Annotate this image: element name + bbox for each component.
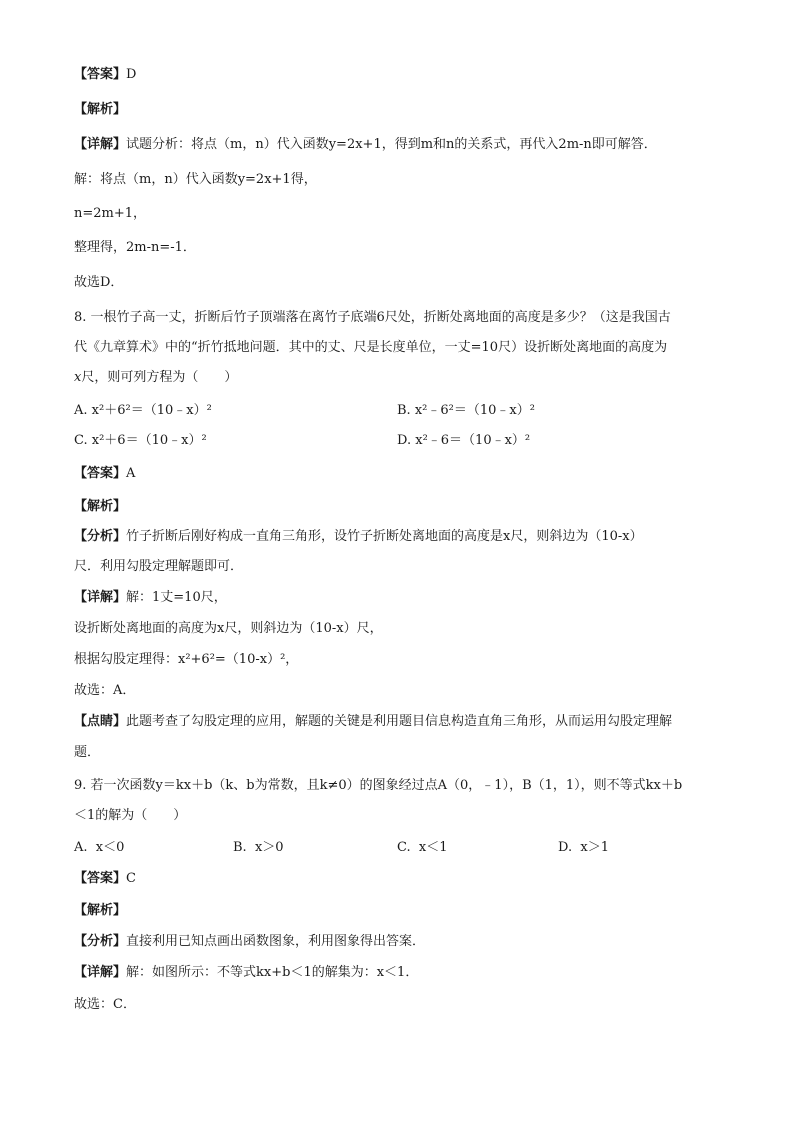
option-label: C. <box>74 433 88 448</box>
answer-label: 【答案】 <box>74 871 127 886</box>
q7-solution-line-3: 整理得，2m-n=-1． <box>74 240 196 255</box>
analyze-label: 【分析】 <box>74 934 127 949</box>
option-text: x＞1 <box>580 840 609 855</box>
q8-stem-line-2: 代《九章算术》中的“折竹抵地问题．其中的丈、尺是长度单位，一丈=10尺）设折断处离地面的高度为 <box>74 340 668 355</box>
q8-analyze-line-2: 尺．利用勾股定理解题即可． <box>74 559 244 574</box>
analyze-text: 竹子折断后刚好构成一直角三角形，设竹子折断处离地面的高度是x尺，则斜边为（10-x） <box>126 529 643 544</box>
option-text: x＜1 <box>418 840 448 855</box>
q9-analysis-label: 【解析】 <box>74 903 127 918</box>
q8-detail-line-1 <box>74 590 227 606</box>
q8-comment-line-2: 题． <box>74 745 101 760</box>
q7-solution-line-2: n=2m+1， <box>74 206 147 221</box>
q9-analyze <box>74 934 425 950</box>
option-label: A. <box>74 403 88 418</box>
q8-stem-line-1: 8. 一根竹子高一丈，折断后竹子顶端落在离竹子底端6尺处，折断处离地面的高度是多少？（这是我国古 <box>74 310 671 325</box>
q7-answer <box>74 67 136 83</box>
q7-detail <box>74 137 657 153</box>
option-text: x²＋6²＝（10﹣x）² <box>91 403 212 418</box>
q9-detail-line-1 <box>74 965 418 981</box>
q9-stem-line-1: 9. 若一次函数y＝kx＋b（k、b为常数，且k≠0）的图象经过点A（0，﹣1），B（1，1），则不等式kx＋b <box>74 778 683 793</box>
q8-detail-line-4: 故选：A． <box>74 683 136 698</box>
detail-label: 【详解】 <box>74 137 127 152</box>
option-text: x＜0 <box>95 840 125 855</box>
q9-option-c <box>397 840 448 856</box>
q8-stem-line-3 <box>74 370 237 386</box>
q9-option-b <box>233 840 284 856</box>
q8-option-a <box>74 403 212 419</box>
q9-option-d <box>558 840 609 856</box>
detail-label: 【详解】 <box>74 965 127 980</box>
option-text: x²﹣6²＝（10﹣x）² <box>414 403 535 418</box>
q8-analyze-line-1 <box>74 529 643 545</box>
comment-text: 此题考查了勾股定理的应用，解题的关键是利用题目信息构造直角三角形，从而运用勾股定理解 <box>126 714 673 729</box>
q8-option-c <box>74 433 207 449</box>
option-label: B. <box>397 403 411 418</box>
detail-text: 解：如图所示：不等式kx+b＜1的解集为：x＜1． <box>126 965 419 980</box>
answer-value: A <box>126 466 136 481</box>
option-label: A. <box>74 840 88 855</box>
comment-label: 【点睛】 <box>74 714 127 729</box>
answer-value: C <box>126 871 136 886</box>
q8-option-d <box>397 433 530 449</box>
detail-text: 解：1丈=10尺， <box>126 590 227 605</box>
option-label: D. <box>558 840 573 855</box>
q9-detail-line-2: 故选：C． <box>74 997 136 1012</box>
variable-x: x <box>74 370 82 385</box>
q8-answer <box>74 466 135 482</box>
option-label: D. <box>397 433 412 448</box>
q9-option-a <box>74 840 124 856</box>
analyze-label: 【分析】 <box>74 529 127 544</box>
q8-detail-line-3: 根据勾股定理得：x²+6²=（10-x）²， <box>74 652 299 667</box>
option-label: B. <box>233 840 247 855</box>
answer-value: D <box>126 67 137 82</box>
q8-detail-line-2: 设折断处离地面的高度为x尺，则斜边为（10-x）尺， <box>74 621 383 636</box>
option-text: x＞0 <box>254 840 284 855</box>
answer-label: 【答案】 <box>74 466 127 481</box>
q7-solution-line-1: 解：将点（m，n）代入函数y=2x+1得， <box>74 172 317 187</box>
q9-answer <box>74 871 136 887</box>
q8-comment-line-1 <box>74 714 672 730</box>
q7-solution-line-4: 故选D． <box>74 275 124 290</box>
q8-analysis-label: 【解析】 <box>74 499 127 514</box>
option-text: x²﹣6＝（10﹣x）² <box>415 433 531 448</box>
q9-stem-line-2: ＜1的解为（ ） <box>74 808 187 823</box>
option-text: x²＋6＝（10﹣x）² <box>91 433 207 448</box>
analyze-text: 直接利用已知点画出函数图象，利用图象得出答案． <box>126 934 426 949</box>
detail-text: 试题分析：将点（m，n）代入函数y=2x+1，得到m和n的关系式，再代入2m-n即可解答． <box>126 137 657 152</box>
option-label: C. <box>397 840 411 855</box>
q7-analysis-label: 【解析】 <box>74 102 127 117</box>
detail-label: 【详解】 <box>74 590 127 605</box>
answer-label: 【答案】 <box>74 67 127 82</box>
stem-text: 尺，则可列方程为（ ） <box>81 370 238 385</box>
q8-option-b <box>397 403 535 419</box>
